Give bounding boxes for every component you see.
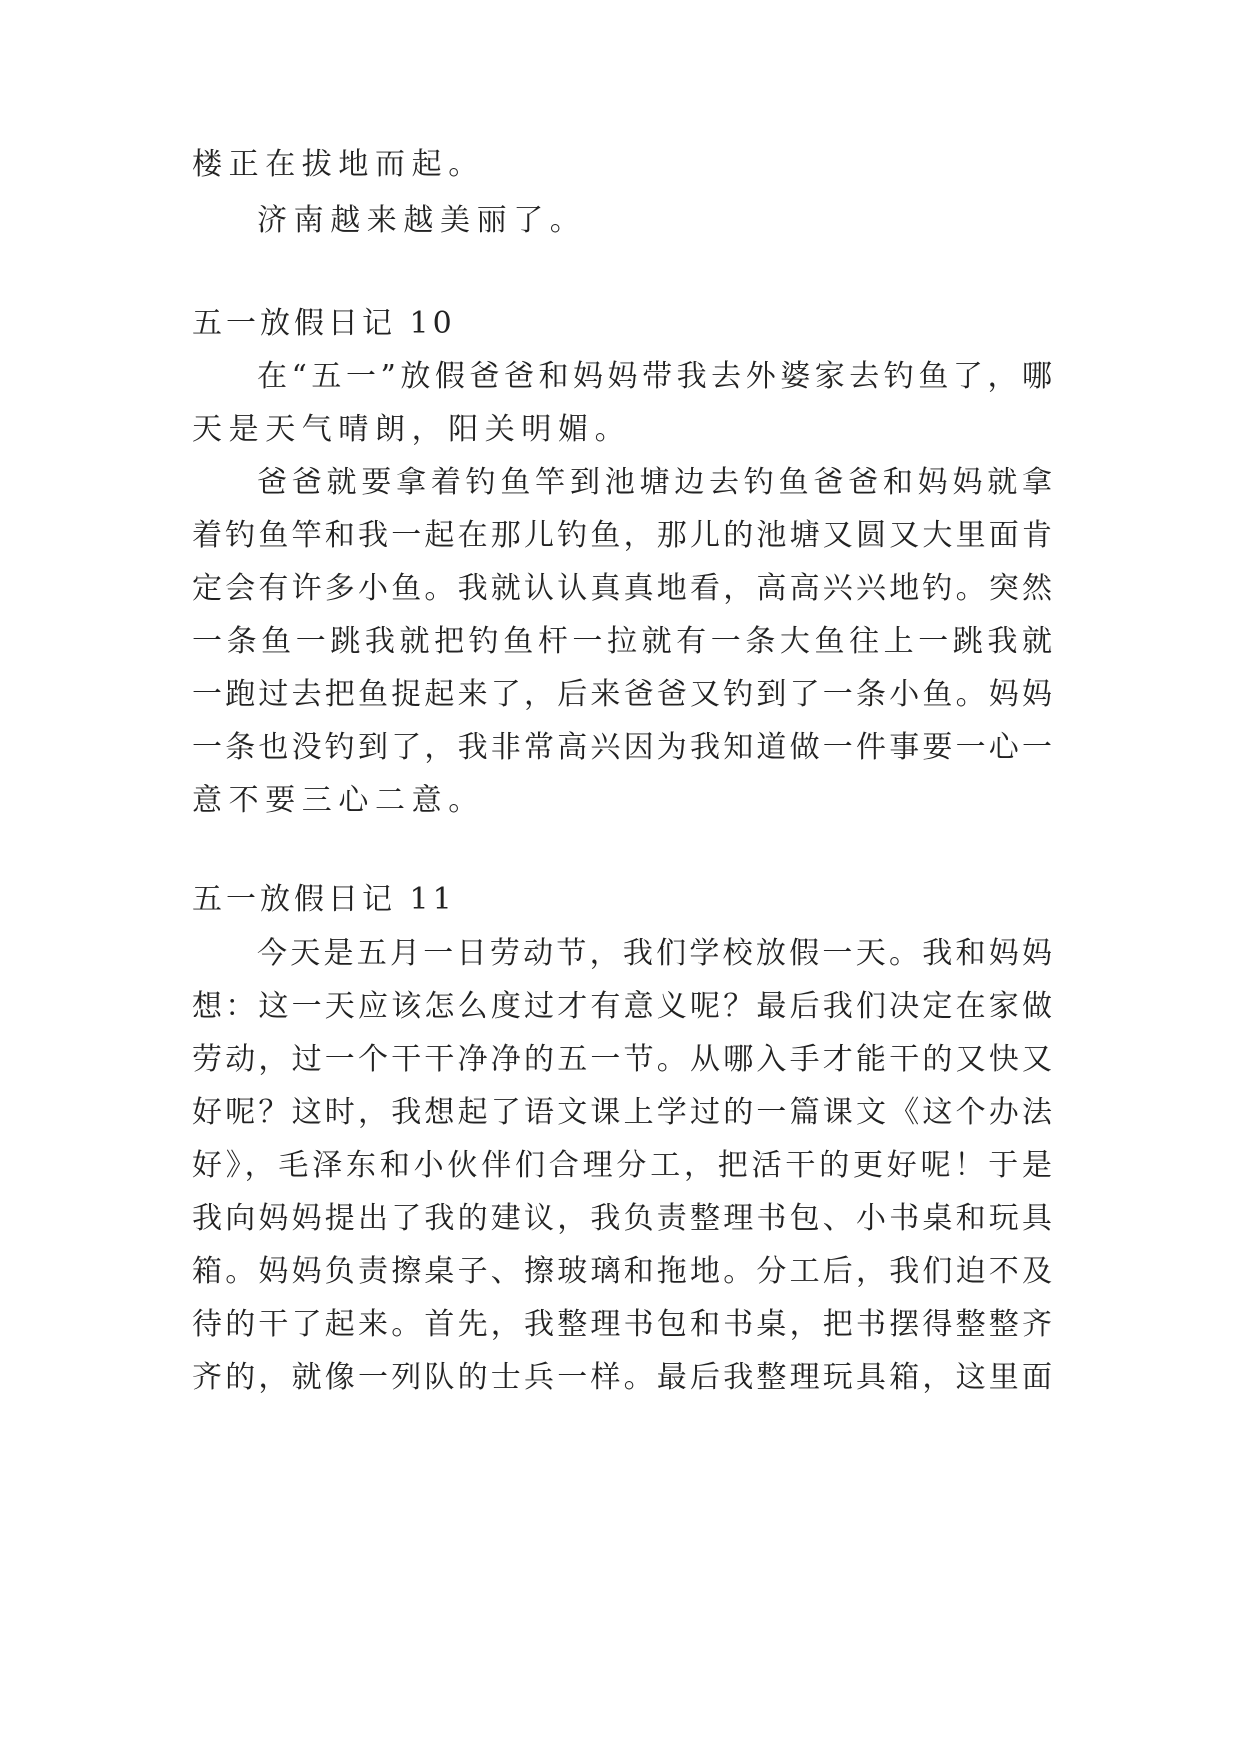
paragraph-line: 一条鱼一跳我就把钓鱼杆一拉就有一条大鱼往上一跳我就 [192, 624, 1052, 659]
paragraph-line: 待的干了起来。首先，我整理书包和书桌，把书摆得整整齐 [192, 1307, 1052, 1342]
paragraph-line: 箱。妈妈负责擦桌子、擦玻璃和拖地。分工后，我们迫不及 [192, 1254, 1052, 1289]
paragraph-line: 劳动，过一个干干净净的五一节。从哪入手才能干的又快又 [192, 1042, 1052, 1077]
paragraph-line: 齐的，就像一列队的士兵一样。最后我整理玩具箱，这里面 [192, 1360, 1052, 1395]
paragraph-line: 着钓鱼竿和我一起在那儿钓鱼，那儿的池塘又圆又大里面肯 [192, 518, 1052, 553]
paragraph-line: 楼正在拔地而起。 [192, 147, 485, 182]
paragraph-line: 爸爸就要拿着钓鱼竿到池塘边去钓鱼爸爸和妈妈就拿 [257, 465, 1052, 500]
paragraph-line: 天是天气晴朗，阳关明媚。 [192, 412, 632, 447]
paragraph-line: 今天是五月一日劳动节，我们学校放假一天。我和妈妈 [257, 936, 1052, 971]
entry-title: 五一放假日记 11 [192, 882, 456, 917]
paragraph-line: 定会有许多小鱼。我就认认真真地看，高高兴兴地钓。突然 [192, 571, 1052, 606]
paragraph-line: 意不要三心二意。 [192, 783, 485, 818]
paragraph-line: 想：这一天应该怎么度过才有意义呢？最后我们决定在家做 [192, 989, 1052, 1024]
paragraph-line: 济南越来越美丽了。 [257, 203, 587, 238]
entry-title: 五一放假日记 10 [192, 306, 456, 341]
paragraph-line: 一条也没钓到了，我非常高兴因为我知道做一件事要一心一 [192, 730, 1052, 765]
paragraph-line: 好呢？这时，我想起了语文课上学过的一篇课文《这个办法 [192, 1095, 1052, 1130]
paragraph-line: 我向妈妈提出了我的建议，我负责整理书包、小书桌和玩具 [192, 1201, 1052, 1236]
paragraph-line: 一跑过去把鱼捉起来了，后来爸爸又钓到了一条小鱼。妈妈 [192, 677, 1052, 712]
paragraph-line: 在“五一”放假爸爸和妈妈带我去外婆家去钓鱼了，哪 [257, 359, 1052, 394]
paragraph-line: 好》，毛泽东和小伙伴们合理分工，把活干的更好呢！于是 [192, 1148, 1052, 1183]
